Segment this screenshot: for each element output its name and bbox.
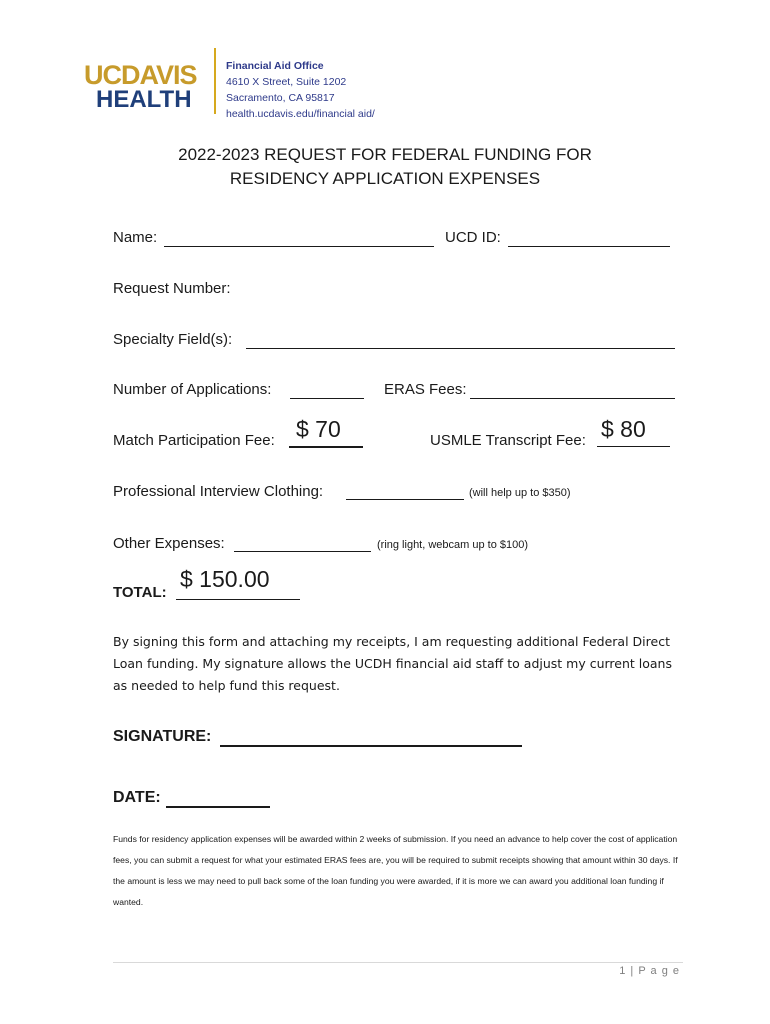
clothing-label: Professional Interview Clothing: bbox=[113, 483, 324, 500]
clothing-note: (will help up to $350) bbox=[469, 487, 571, 499]
specialty-label: Specialty Field(s): bbox=[113, 331, 233, 348]
ucd-id-field[interactable] bbox=[508, 246, 670, 247]
num-applications-label: Number of Applications: bbox=[113, 381, 272, 398]
page-footer: 1 | P a g e bbox=[619, 965, 680, 977]
office-website: health.ucdavis.edu/financial aid/ bbox=[226, 108, 375, 120]
total-value: $ 150.00 bbox=[180, 566, 270, 592]
footer-divider bbox=[113, 962, 683, 963]
name-label: Name: bbox=[113, 229, 158, 246]
signature-label: SIGNATURE: bbox=[113, 728, 212, 745]
logo-uc-text: UC bbox=[84, 60, 121, 90]
date-field[interactable] bbox=[166, 806, 270, 808]
request-number-label: Request Number: bbox=[113, 280, 231, 297]
eras-fees-label: ERAS Fees: bbox=[384, 381, 467, 398]
other-expenses-label: Other Expenses: bbox=[113, 535, 225, 552]
office-address-block bbox=[226, 58, 375, 122]
clothing-field[interactable] bbox=[346, 499, 464, 500]
ucd-id-label: UCD ID: bbox=[445, 229, 501, 246]
signature-field[interactable] bbox=[220, 745, 522, 747]
address-line-1: 4610 X Street, Suite 1202 bbox=[226, 76, 347, 88]
logo-divider bbox=[214, 48, 216, 114]
match-fee-label: Match Participation Fee: bbox=[113, 432, 275, 449]
eras-fees-field[interactable] bbox=[470, 398, 675, 399]
document-title bbox=[0, 143, 770, 191]
usmle-value: $ 80 bbox=[601, 416, 646, 442]
title-line-2: RESIDENCY APPLICATION EXPENSES bbox=[229, 169, 541, 188]
name-field[interactable] bbox=[164, 246, 434, 247]
address-line-2: Sacramento, CA 95817 bbox=[226, 92, 335, 104]
office-name: Financial Aid Office bbox=[226, 60, 324, 72]
agreement-paragraph: By signing this form and attaching my receipts, I am requesting additional Federal Direct Loan funding. My signature allows the UCDH financial aid staff to adjust my current loans as needed to help fund this request. bbox=[113, 634, 672, 693]
page-label: P a g e bbox=[638, 965, 680, 977]
logo-davis-text: DAVIS bbox=[121, 60, 197, 90]
fine-print: Funds for residency application expenses will be awarded within 2 weeks of submission. If you need an advance to help cover the cost of application fees, you can submit a request for what your estimated ERAS fees are, you will be required to submit receipts showing that amount within 30 days. If the amount is less we may need to pull back some of the loan funding you were awarded, if it is more we can award you additional loan funding if wanted. bbox=[113, 834, 678, 907]
specialty-field[interactable] bbox=[246, 348, 675, 349]
match-fee-value: $ 70 bbox=[296, 416, 341, 442]
usmle-label: USMLE Transcript Fee: bbox=[430, 432, 586, 449]
num-applications-field[interactable] bbox=[290, 398, 364, 399]
title-line-1: 2022-2023 REQUEST FOR FEDERAL FUNDING FOR bbox=[178, 145, 592, 164]
page-number: 1 bbox=[619, 965, 627, 977]
total-label: TOTAL: bbox=[113, 584, 167, 601]
match-fee-field[interactable] bbox=[289, 446, 363, 448]
total-field[interactable] bbox=[176, 599, 300, 600]
logo-health-text: HEALTH bbox=[96, 86, 192, 113]
date-label: DATE: bbox=[113, 789, 161, 806]
other-expenses-field[interactable] bbox=[234, 551, 371, 552]
usmle-field[interactable] bbox=[597, 446, 670, 447]
other-expenses-note: (ring light, webcam up to $100) bbox=[377, 539, 529, 551]
